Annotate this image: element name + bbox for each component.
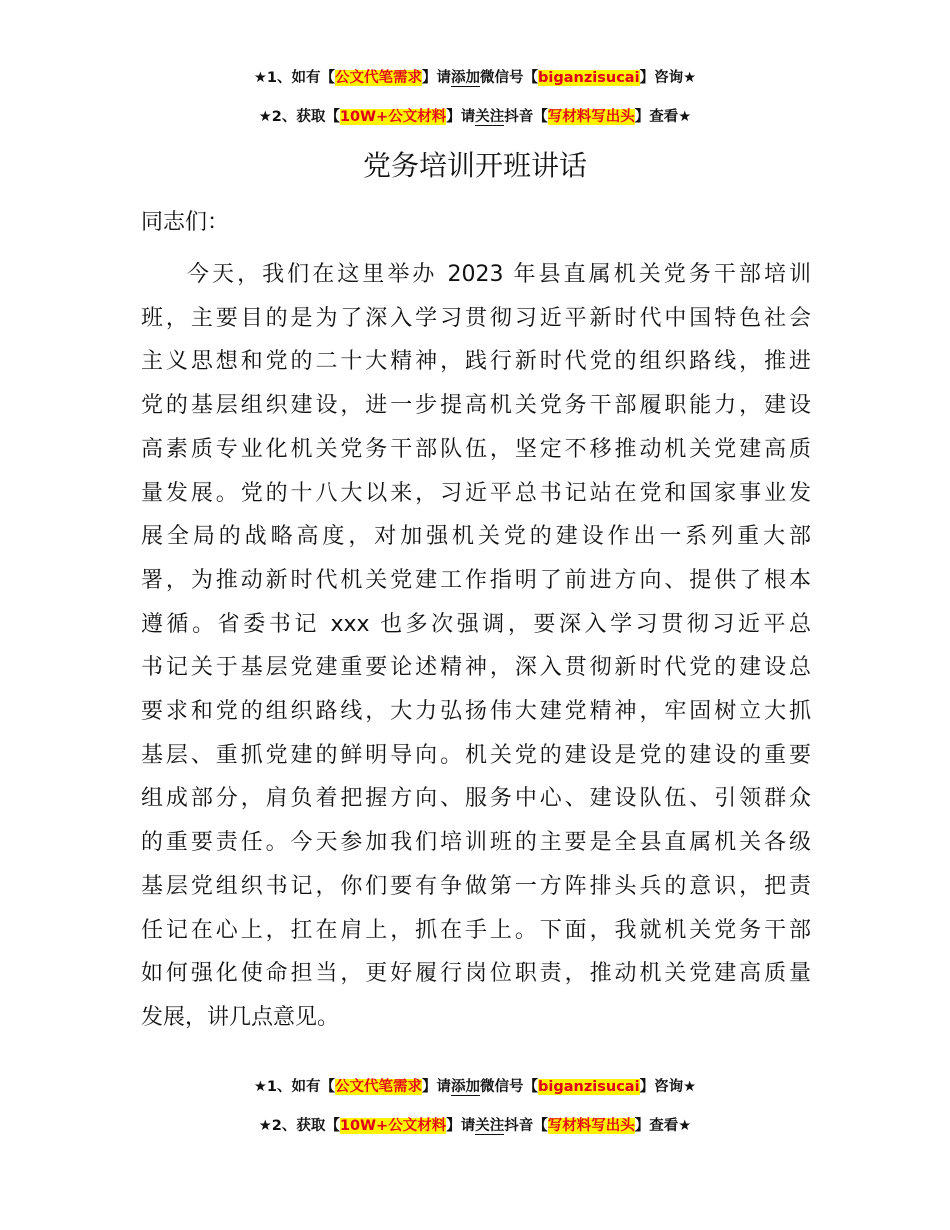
paragraph-line: 今天，我们在这里举办 2023 年县直属机关党务干部培训 [187,262,811,287]
paragraph-line: 班，主要目的是为了深入学习贯彻习近平新时代中国特色社会 [141,305,811,331]
paragraph-line: 发展，讲几点意见。 [141,1004,340,1030]
body-paragraph [141,253,811,1040]
promo-text: 抖音【 [504,109,548,125]
salutation: 同志们： [141,210,230,235]
promo-highlight-douyin: 写材料写出头 [547,1118,635,1134]
paragraph-line: 的重要责任。今天参加我们培训班的主要是全县直属机关各级 [141,830,811,856]
promo-prefix: ★1、如有【 [253,1079,336,1095]
promo-suffix: 】咨询★ [639,70,697,86]
promo-text: 微信号【 [480,70,539,86]
paragraph-line: 基层党组织书记，你们要有争做第一方阵排头兵的意识，把责 [141,873,811,899]
paragraph-line: 遵循。省委书记 xxx 也多次强调，要深入学习贯彻习近平总 [141,611,811,637]
paragraph-line: 展全局的战略高度，对加强机关党的建设作出一系列重大部 [141,524,811,550]
promo-highlight-wechat-id: biganzisucai [538,1079,640,1095]
promo-prefix: ★2、获取【 [258,1118,340,1134]
promo-text: 抖音【 [504,1118,548,1134]
promo-suffix: 】查看★ [634,1118,692,1134]
promo-suffix: 】查看★ [634,109,692,125]
promo-text: 】请 [422,1079,452,1095]
promo-prefix: ★1、如有【 [253,70,336,86]
promo-line-1 [0,68,950,88]
paragraph-line: 署，为推动新时代机关党建工作指明了前进方向、提供了根本 [141,567,811,593]
paragraph-line: 组成部分，肩负着把握方向、服务中心、建设队伍、引领群众 [141,786,811,812]
promo-line-1 [0,1077,950,1097]
promo-text: 】请 [422,70,452,86]
paragraph-line: 书记关于基层党建重要论述精神，深入贯彻新时代党的建设总 [141,655,811,681]
promo-prefix: ★2、获取【 [258,109,340,125]
promo-text: 】请 [446,1118,476,1134]
promo-line-2 [0,1116,950,1136]
promo-suffix: 】咨询★ [639,1079,697,1095]
promo-emphasis: 关注 [475,109,505,125]
promo-highlight-materials: 10W+公文材料 [339,1118,447,1134]
paragraph-line: 高素质专业化机关党务干部队伍，坚定不移推动机关党建高质 [141,436,811,462]
paragraph-line: 如何强化使命担当，更好履行岗位职责，推动机关党建高质量 [141,961,811,987]
promo-highlight-materials: 10W+公文材料 [339,109,447,125]
promo-line-2 [0,107,950,127]
promo-emphasis: 添加 [451,70,481,86]
promo-text: 微信号【 [480,1079,539,1095]
promo-text: 】请 [446,109,476,125]
paragraph-line: 主义思想和党的二十大精神，践行新时代党的组织路线，推进 [141,349,811,375]
promo-emphasis: 添加 [451,1079,481,1095]
promo-highlight-ghostwriting: 公文代笔需求 [335,1079,423,1095]
promo-highlight-ghostwriting: 公文代笔需求 [335,70,423,86]
paragraph-line: 党的基层组织建设，进一步提高机关党务干部履职能力，建设 [141,393,811,419]
paragraph-line: 要求和党的组织路线，大力弘扬伟大建党精神，牢固树立大抓 [141,699,811,725]
paragraph-line: 量发展。党的十八大以来，习近平总书记站在党和国家事业发 [141,480,811,506]
promo-highlight-douyin: 写材料写出头 [547,109,635,125]
document-title: 党务培训开班讲话 [362,149,587,182]
paragraph-line: 基层、重抓党建的鲜明导向。机关党的建设是党的建设的重要 [141,742,811,768]
paragraph-line: 任记在心上，扛在肩上，抓在手上。下面，我就机关党务干部 [141,917,811,943]
promo-highlight-wechat-id: biganzisucai [538,70,640,86]
promo-emphasis: 关注 [475,1118,505,1134]
